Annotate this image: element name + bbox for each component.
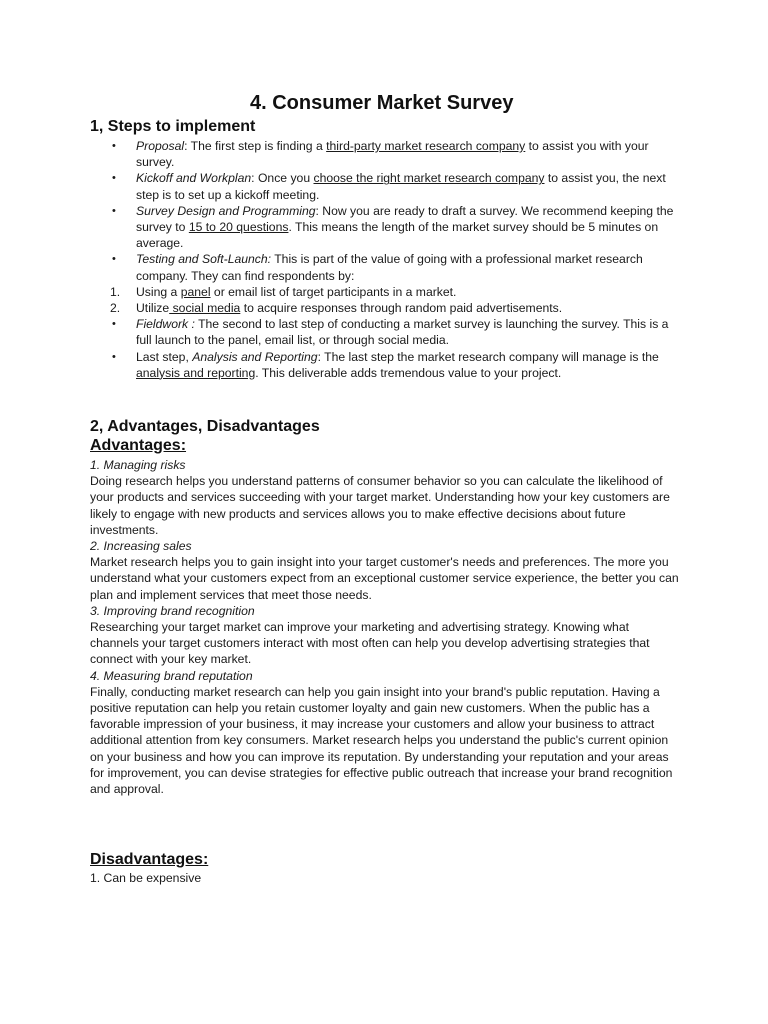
section2-heading: 2, Advantages, Disadvantages bbox=[90, 418, 320, 435]
step-text: The second to last step of conducting a market survey is launching the survey. This is a full launch to the panel, email list, or through social media. bbox=[136, 317, 669, 348]
step-text: Last step, bbox=[136, 349, 193, 364]
advantages-heading: Advantages: bbox=[90, 437, 187, 454]
disadvantages-list bbox=[90, 870, 680, 886]
list-item bbox=[90, 316, 680, 348]
step-term: Fieldwork : bbox=[136, 317, 195, 332]
step-text: to acquire responses through random paid advertisements. bbox=[240, 301, 563, 316]
list-item bbox=[90, 284, 680, 300]
bullet-marker: • bbox=[112, 350, 116, 363]
bullet-marker: • bbox=[112, 204, 116, 217]
step-text: . This means the length of the market survey should be 5 minutes on average. bbox=[136, 220, 659, 251]
advantages-list bbox=[90, 457, 680, 797]
step-text: to assist you with your survey. bbox=[136, 139, 649, 170]
step-term: Testing and Soft-Launch: bbox=[136, 252, 272, 267]
number-marker: 1. bbox=[110, 284, 121, 299]
list-item bbox=[90, 138, 680, 170]
step-link[interactable]: 15 to 20 questions bbox=[188, 220, 289, 235]
advantage-body: Finally, conducting market research can help you gain insight into your brand's public reputation. Having a positive reputation can help you retain customer loyalty and gain new customers. When the public has a favorable impression of your business, it may increase your customers and allow your business to attract additional attention from key consumers. Market research helps you understand the public's current opinion on your business and how you can improve its reputation. By understanding your reputation and your areas for improvement, you can devise strategies for effective public outreach that increase your brand recognition and approval. bbox=[90, 684, 673, 797]
advantage-subheading: 2. Increasing sales bbox=[90, 539, 192, 554]
step-text: . This deliverable adds tremendous value to your project. bbox=[255, 365, 562, 380]
advantage-subheading: 4. Measuring brand reputation bbox=[90, 668, 253, 683]
step-text: : Now you are ready to draft a survey. We recommend keeping the survey to bbox=[136, 203, 674, 235]
page-title: 4. Consumer Market Survey bbox=[250, 92, 514, 114]
list-item bbox=[90, 251, 680, 283]
step-text: : The first step is finding a bbox=[184, 139, 327, 153]
step-text: to assist you, the next step is to set up a kickoff meeting. bbox=[136, 171, 666, 202]
advantage-body: Market research helps you to gain insight into your target customer's needs and preferences. The more you understand what your customers expect from an exceptional customer service experience, the better you can plan and implement services that meet those needs. bbox=[90, 555, 679, 602]
advantage-subheading: 3. Improving brand recognition bbox=[90, 603, 255, 618]
steps-heading: 1, Steps to implement bbox=[90, 118, 256, 135]
advantage-body: Researching your target market can improve your marketing and advertising strategy. Knowing what channels your target customers interact with most often can help you develop advertising strategies that connect with your key market. bbox=[90, 620, 650, 667]
step-link[interactable]: panel bbox=[180, 284, 211, 299]
number-marker: 2. bbox=[110, 301, 121, 316]
step-text: : Once you bbox=[251, 171, 314, 186]
steps-list bbox=[90, 138, 680, 381]
step-term: Survey Design and Programming bbox=[136, 203, 316, 218]
step-text: This is part of the value of going with a professional market research company. They can find respondents by: bbox=[136, 252, 643, 283]
step-link[interactable]: third-party market research company bbox=[326, 139, 526, 153]
step-link[interactable]: choose the right market research company bbox=[313, 171, 545, 186]
step-term: Kickoff and Workplan bbox=[136, 171, 252, 186]
step-term: Proposal bbox=[136, 139, 185, 153]
bullet-marker: • bbox=[112, 318, 116, 331]
list-item bbox=[90, 203, 680, 252]
list-item bbox=[90, 170, 680, 202]
step-link[interactable]: social media bbox=[169, 301, 241, 316]
bullet-marker: • bbox=[112, 172, 116, 185]
step-text: or email list of target participants in a market. bbox=[210, 284, 457, 299]
list-item bbox=[90, 300, 680, 316]
step-text: Using a bbox=[136, 284, 181, 299]
disadvantage-item: 1. Can be expensive bbox=[90, 871, 202, 885]
step-link[interactable]: analysis and reporting bbox=[136, 365, 256, 380]
step-term: Analysis and Reporting bbox=[192, 349, 318, 364]
disadvantages-heading: Disadvantages: bbox=[90, 851, 209, 868]
list-item bbox=[90, 349, 680, 381]
advantage-body: Doing research helps you understand patterns of consumer behavior so you can calculate the likelihood of your products and services succeeding with your target market. Understanding how your key customers are likely to engage with new products and services allows you to make effective decisions about future investments. bbox=[90, 474, 670, 537]
bullet-marker: • bbox=[112, 140, 116, 152]
step-text: : The last step the market research company will manage is the bbox=[317, 349, 659, 364]
step-text: Utilize bbox=[136, 301, 170, 316]
bullet-marker: • bbox=[112, 253, 116, 266]
advantage-subheading: 1. Managing risks bbox=[90, 458, 186, 472]
